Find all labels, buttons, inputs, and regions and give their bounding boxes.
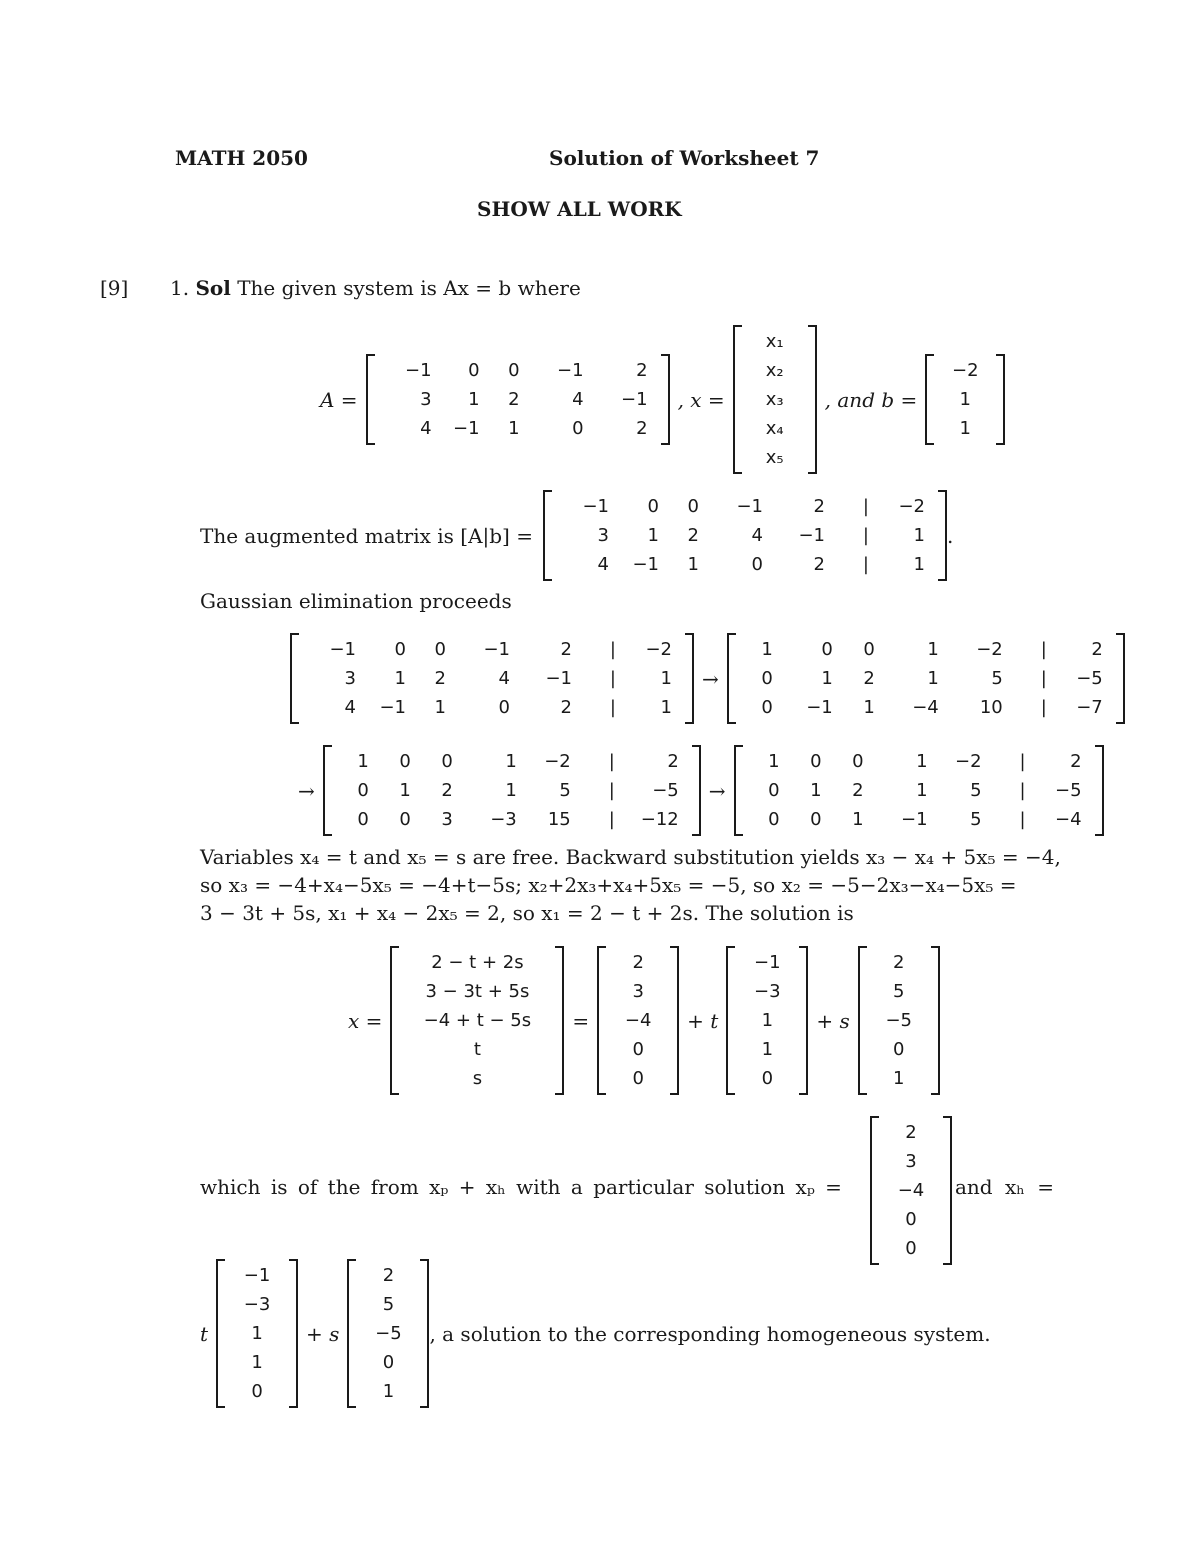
matrix-row [874, 1064, 924, 1093]
matrix-cell: 3 [420, 389, 432, 410]
worksheet-title: Solution of Worksheet 7 [549, 146, 820, 170]
matrix-cell: 2 [632, 952, 644, 973]
matrix-cell: 0 [892, 1039, 905, 1060]
matrix-cell: 1 [468, 389, 480, 410]
matrix-cell: 3 [597, 525, 609, 546]
matrix-cell: −2 [954, 751, 982, 772]
matrix-cell: 1 [852, 809, 864, 830]
matrix-cell: 1 [810, 780, 822, 801]
matrix-row [613, 1035, 663, 1064]
matrix-cell: 1 [768, 751, 780, 772]
matrix-cell: | [862, 554, 869, 575]
matrix-cell: 2 [636, 360, 648, 381]
and-xh-text: and xₕ = [955, 1175, 1055, 1199]
matrix-row [232, 1319, 282, 1348]
matrix-cell: 0 [251, 1381, 263, 1402]
plus-t-1: + t [687, 1008, 719, 1033]
sol-label: Sol [195, 276, 231, 300]
matrix-cell: −1 [243, 1265, 271, 1286]
matrix-row [232, 1348, 282, 1377]
matrix-cell: 4 [498, 668, 510, 689]
matrix-cell: −2 [976, 639, 1003, 660]
matrix-row [749, 443, 801, 472]
substitution-line-1: Variables x₄ = t and x₅ = s are free. Backward substitution yields x₃ − x₄ + 5x₅ = −4, [200, 845, 1061, 869]
matrix-row [613, 1006, 663, 1035]
matrix-cell: | [862, 525, 869, 546]
matrix-cell: −1 [582, 496, 609, 517]
matrix-cell: 2 [905, 1122, 917, 1143]
matrix-cell: 1 [959, 389, 971, 410]
matrix-cell: 4 [751, 525, 763, 546]
intro-text: The given system is Ax = b where [237, 276, 581, 300]
matrix-cell: 0 [394, 639, 406, 660]
matrix-cell: 1 [394, 668, 406, 689]
matrix-cell: 1 [660, 697, 672, 718]
matrix-row [874, 1035, 924, 1064]
matrix-cell: −4 + t − 5s [423, 1010, 532, 1031]
augmented-line [200, 490, 953, 581]
matrix-cell: −2 [952, 360, 979, 381]
matrix-row [742, 1064, 792, 1093]
points-label: [9] [100, 276, 129, 300]
matrix-cell: 1 [821, 668, 833, 689]
matrix-cell: −5 [652, 780, 679, 801]
matrix-cell: 4 [597, 554, 609, 575]
matrix-row [743, 693, 1109, 722]
x-label: , x = [677, 387, 725, 412]
matrix-cell: x₃ [765, 389, 784, 410]
elimination-row-2 [290, 745, 1104, 836]
matrix-cell: 0 [810, 751, 822, 772]
matrix-cell: | [609, 668, 616, 689]
matrix-cell: 0 [905, 1238, 917, 1259]
matrix-cell: 2 [434, 668, 446, 689]
matrix-cell: −1 [754, 952, 781, 973]
matrix-cell: 0 [468, 360, 480, 381]
A-label: A = [320, 387, 358, 412]
matrix-cell: s [472, 1068, 483, 1089]
t-label: t [200, 1321, 209, 1346]
matrix-cell: 2 [560, 697, 572, 718]
matrix-cell: 0 [821, 639, 833, 660]
system-definition [312, 325, 1005, 474]
matrix-cell: 5 [559, 780, 571, 801]
arrow-2: → [298, 778, 315, 803]
instruction: SHOW ALL WORK [477, 197, 682, 221]
closing-text: , a solution to the corresponding homogeneous system. [429, 1321, 991, 1346]
matrix-cell: 3 − 3t + 5s [425, 981, 530, 1002]
particular-vector-2-wrap [870, 1116, 952, 1265]
matrix-cell: 5 [991, 668, 1003, 689]
matrix-cell: 0 [810, 809, 822, 830]
matrix-row [742, 1035, 792, 1064]
matrix-row [743, 664, 1109, 693]
elim-matrix-1 [727, 633, 1125, 724]
matrix-cell: 0 [632, 1039, 644, 1060]
matrix-cell: −1 [329, 639, 356, 660]
matrix-cell: 0 [357, 780, 369, 801]
matrix-cell: 2 [892, 952, 905, 973]
matrix-cell: 0 [852, 751, 864, 772]
matrix-row [874, 1006, 924, 1035]
course-code: MATH 2050 [175, 146, 308, 170]
matrix-row [743, 635, 1109, 664]
matrix-cell: | [608, 751, 615, 772]
matrix-cell: −5 [1054, 780, 1082, 801]
matrix-cell: −3 [243, 1294, 271, 1315]
elim-matrix-0 [290, 633, 694, 724]
matrix-cell: | [1019, 751, 1026, 772]
matrix-cell: −5 [375, 1323, 402, 1344]
matrix-cell: 0 [761, 697, 773, 718]
plus-s-1: + s [816, 1008, 850, 1033]
matrix-cell: 1 [399, 780, 411, 801]
h-s-vector [347, 1259, 429, 1408]
matrix-row [339, 747, 685, 776]
matrix-row [941, 356, 989, 385]
s-direction-vector [858, 946, 940, 1095]
matrix-cell: −2 [645, 639, 672, 660]
matrix-cell: −1 [379, 697, 406, 718]
matrix-cell: 1 [687, 554, 699, 575]
matrix-row [559, 521, 931, 550]
matrix-cell: 1 [927, 668, 939, 689]
matrix-row [886, 1147, 936, 1176]
matrix-cell: −12 [640, 809, 679, 830]
form-text: which is of the from xₚ + xₕ with a particular solution xₚ = [200, 1175, 842, 1199]
matrix-cell: 1 [913, 554, 925, 575]
matrix-row [406, 1035, 548, 1064]
matrix-row [559, 550, 931, 579]
matrix-cell: −1 [900, 809, 928, 830]
matrix-cell: 0 [382, 1352, 395, 1373]
matrix-row [559, 492, 931, 521]
matrix-cell: −4 [624, 1010, 652, 1031]
matrix-cell: | [1040, 697, 1047, 718]
matrix-cell: 1 [660, 668, 672, 689]
matrix-cell: 0 [508, 360, 520, 381]
matrix-cell: 2 [813, 554, 825, 575]
matrix-cell: 0 [647, 496, 659, 517]
matrix-cell: −1 [621, 389, 648, 410]
matrix-cell: −2 [544, 751, 571, 772]
matrix-row [886, 1118, 936, 1147]
matrix-row [941, 385, 989, 414]
elim-matrix-2 [323, 745, 701, 836]
matrix-cell: | [1019, 809, 1026, 830]
matrix-cell: 2 [560, 639, 572, 660]
matrix-cell: 0 [768, 780, 780, 801]
matrix-cell: 1 [382, 1381, 395, 1402]
matrix-cell: 1 [505, 751, 517, 772]
vector-x [733, 325, 817, 474]
matrix-cell: 3 [441, 809, 453, 830]
matrix-cell: 1 [927, 639, 939, 660]
matrix-cell: 5 [970, 809, 982, 830]
matrix-cell: 0 [905, 1209, 917, 1230]
augmented-period: . [946, 523, 954, 548]
matrix-cell: −5 [1076, 668, 1103, 689]
matrix-row [613, 1064, 663, 1093]
matrix-cell: 2 [813, 496, 825, 517]
matrix-cell: x₄ [765, 418, 784, 439]
matrix-cell: 1 [357, 751, 369, 772]
matrix-cell: 0 [632, 1068, 644, 1089]
matrix-cell: 2 [687, 525, 699, 546]
matrix-cell: 0 [572, 418, 584, 439]
matrix-cell: 3 [344, 668, 356, 689]
matrix-cell: −1 [483, 639, 510, 660]
matrix-cell: 1 [761, 1010, 774, 1031]
matrix-cell: 1 [761, 1039, 774, 1060]
matrix-cell: −7 [1076, 697, 1103, 718]
matrix-row [874, 948, 924, 977]
matrix-cell: 4 [572, 389, 584, 410]
matrix-row [749, 327, 801, 356]
matrix-cell: 2 − t + 2s [431, 952, 524, 973]
matrix-cell: 0 [399, 751, 411, 772]
matrix-cell: 2 [508, 389, 520, 410]
matrix-cell: | [1019, 780, 1026, 801]
matrix-cell: x₂ [765, 360, 784, 381]
matrix-cell: 5 [892, 981, 905, 1002]
matrix-cell: 0 [761, 668, 773, 689]
matrix-cell: 2 [382, 1265, 395, 1286]
sol-x-label: x = [348, 1008, 383, 1033]
gauss-text: Gaussian elimination proceeds [200, 589, 512, 613]
matrix-cell: 3 [632, 981, 644, 1002]
matrix-cell: −3 [490, 809, 517, 830]
matrix-cell: −1 [545, 668, 572, 689]
matrix-cell: 1 [913, 525, 925, 546]
substitution-line-2: so x₃ = −4+x₄−5x₅ = −4+t−5s; x₂+2x₃+x₄+5x₅ = −5, so x₂ = −5−2x₃−x₄−5x₅ = [200, 873, 1017, 897]
matrix-cell: x₁ [765, 331, 784, 352]
augmented-matrix [543, 490, 947, 581]
matrix-row [232, 1261, 282, 1290]
matrix-cell: 2 [636, 418, 648, 439]
matrix-row [363, 1348, 413, 1377]
matrix-cell: 2 [852, 780, 864, 801]
matrix-cell: −4 [1054, 809, 1082, 830]
particular-vector [597, 946, 679, 1095]
matrix-row [886, 1176, 936, 1205]
matrix-cell: 1 [916, 751, 928, 772]
param-solution-vector [390, 946, 564, 1095]
matrix-row [382, 385, 654, 414]
matrix-cell: | [609, 697, 616, 718]
matrix-cell: −1 [806, 697, 833, 718]
vector-b [925, 354, 1005, 445]
matrix-cell: 0 [687, 496, 699, 517]
matrix-cell: 10 [979, 697, 1003, 718]
matrix-cell: 2 [1091, 639, 1103, 660]
matrix-cell: 1 [916, 780, 928, 801]
matrix-row [363, 1377, 413, 1406]
elimination-row-1 [290, 633, 1125, 724]
matrix-cell: 2 [441, 780, 453, 801]
matrix-row [382, 356, 654, 385]
plus-s-2: + s [306, 1321, 340, 1346]
arrow-1: → [702, 666, 719, 691]
matrix-cell: −3 [754, 981, 781, 1002]
elim-matrix-3 [734, 745, 1104, 836]
matrix-row [306, 635, 678, 664]
matrix-cell: | [1040, 639, 1047, 660]
matrix-cell: 1 [505, 780, 517, 801]
matrix-cell: 1 [508, 418, 520, 439]
matrix-row [941, 414, 989, 443]
matrix-row [749, 414, 801, 443]
matrix-cell: 3 [905, 1151, 917, 1172]
b-label: , and b = [824, 387, 918, 412]
matrix-cell: −1 [798, 525, 825, 546]
problem-intro-line [170, 276, 581, 300]
matrix-row [886, 1205, 936, 1234]
matrix-row [406, 977, 548, 1006]
matrix-cell: −4 [912, 697, 939, 718]
matrix-cell: | [1040, 668, 1047, 689]
matrix-row [363, 1290, 413, 1319]
matrix-cell: −1 [632, 554, 659, 575]
matrix-cell: −5 [885, 1010, 912, 1031]
matrix-cell: 4 [344, 697, 356, 718]
homogeneous-solution [200, 1259, 991, 1408]
matrix-row [382, 414, 654, 443]
arrow-3: → [708, 778, 726, 803]
t-direction-vector [726, 946, 808, 1095]
matrix-cell: x₅ [765, 447, 784, 468]
matrix-cell: 0 [751, 554, 763, 575]
matrix-cell: 1 [761, 639, 773, 660]
matrix-cell: | [609, 639, 616, 660]
matrix-row [232, 1377, 282, 1406]
matrix-cell: 0 [357, 809, 369, 830]
matrix-row [406, 1006, 548, 1035]
matrix-cell: 2 [863, 668, 875, 689]
matrix-row [749, 385, 801, 414]
augmented-text: The augmented matrix is [A|b] = [200, 523, 533, 548]
matrix-cell: −1 [736, 496, 763, 517]
matrix-row [363, 1261, 413, 1290]
matrix-cell: 1 [959, 418, 971, 439]
substitution-line-3: 3 − 3t + 5s, x₁ + x₄ − 2x₅ = 2, so x₁ = 2 − t + 2s. The solution is [200, 901, 854, 925]
matrix-cell: 5 [970, 780, 982, 801]
matrix-cell: 0 [434, 639, 446, 660]
matrix-cell: 0 [399, 809, 411, 830]
matrix-row [613, 948, 663, 977]
matrix-row [363, 1319, 413, 1348]
matrix-row [406, 948, 548, 977]
matrix-cell: 0 [498, 697, 510, 718]
matrix-cell: −1 [453, 418, 480, 439]
matrix-row [749, 356, 801, 385]
matrix-row [339, 805, 685, 834]
matrix-cell: | [608, 780, 615, 801]
problem-number: 1. [170, 276, 190, 300]
matrix-cell: 4 [420, 418, 432, 439]
matrix-row [742, 977, 792, 1006]
matrix-cell: 1 [251, 1323, 263, 1344]
matrix-cell: 1 [647, 525, 659, 546]
matrix-cell: 0 [441, 751, 453, 772]
matrix-row [750, 805, 1088, 834]
matrix-cell: 0 [863, 639, 875, 660]
matrix-row [750, 776, 1088, 805]
matrix-cell: 0 [761, 1068, 774, 1089]
matrix-cell: 2 [667, 751, 679, 772]
matrix-row [339, 776, 685, 805]
matrix-cell: −4 [897, 1180, 925, 1201]
matrix-cell: −1 [405, 360, 432, 381]
matrix-cell: 1 [863, 697, 875, 718]
matrix-cell: | [862, 496, 869, 517]
matrix-row [306, 664, 678, 693]
matrix-A [366, 354, 670, 445]
equals-sign: = [572, 1008, 590, 1033]
particular-vector-2 [870, 1116, 952, 1265]
matrix-cell: 15 [547, 809, 571, 830]
matrix-row [406, 1064, 548, 1093]
matrix-row [742, 948, 792, 977]
matrix-row [232, 1290, 282, 1319]
matrix-cell: 2 [1070, 751, 1082, 772]
matrix-cell: 0 [768, 809, 780, 830]
matrix-cell: 5 [382, 1294, 395, 1315]
matrix-cell: 1 [434, 697, 446, 718]
solution-decomposition [340, 946, 940, 1095]
matrix-row [306, 693, 678, 722]
matrix-row [750, 747, 1088, 776]
matrix-cell: −2 [898, 496, 925, 517]
matrix-cell: 1 [251, 1352, 263, 1373]
matrix-cell: | [608, 809, 615, 830]
h-t-vector [216, 1259, 298, 1408]
matrix-row [742, 1006, 792, 1035]
matrix-cell: 1 [892, 1068, 905, 1089]
matrix-cell: −1 [557, 360, 584, 381]
matrix-row [874, 977, 924, 1006]
matrix-row [613, 977, 663, 1006]
matrix-cell: t [473, 1039, 481, 1060]
